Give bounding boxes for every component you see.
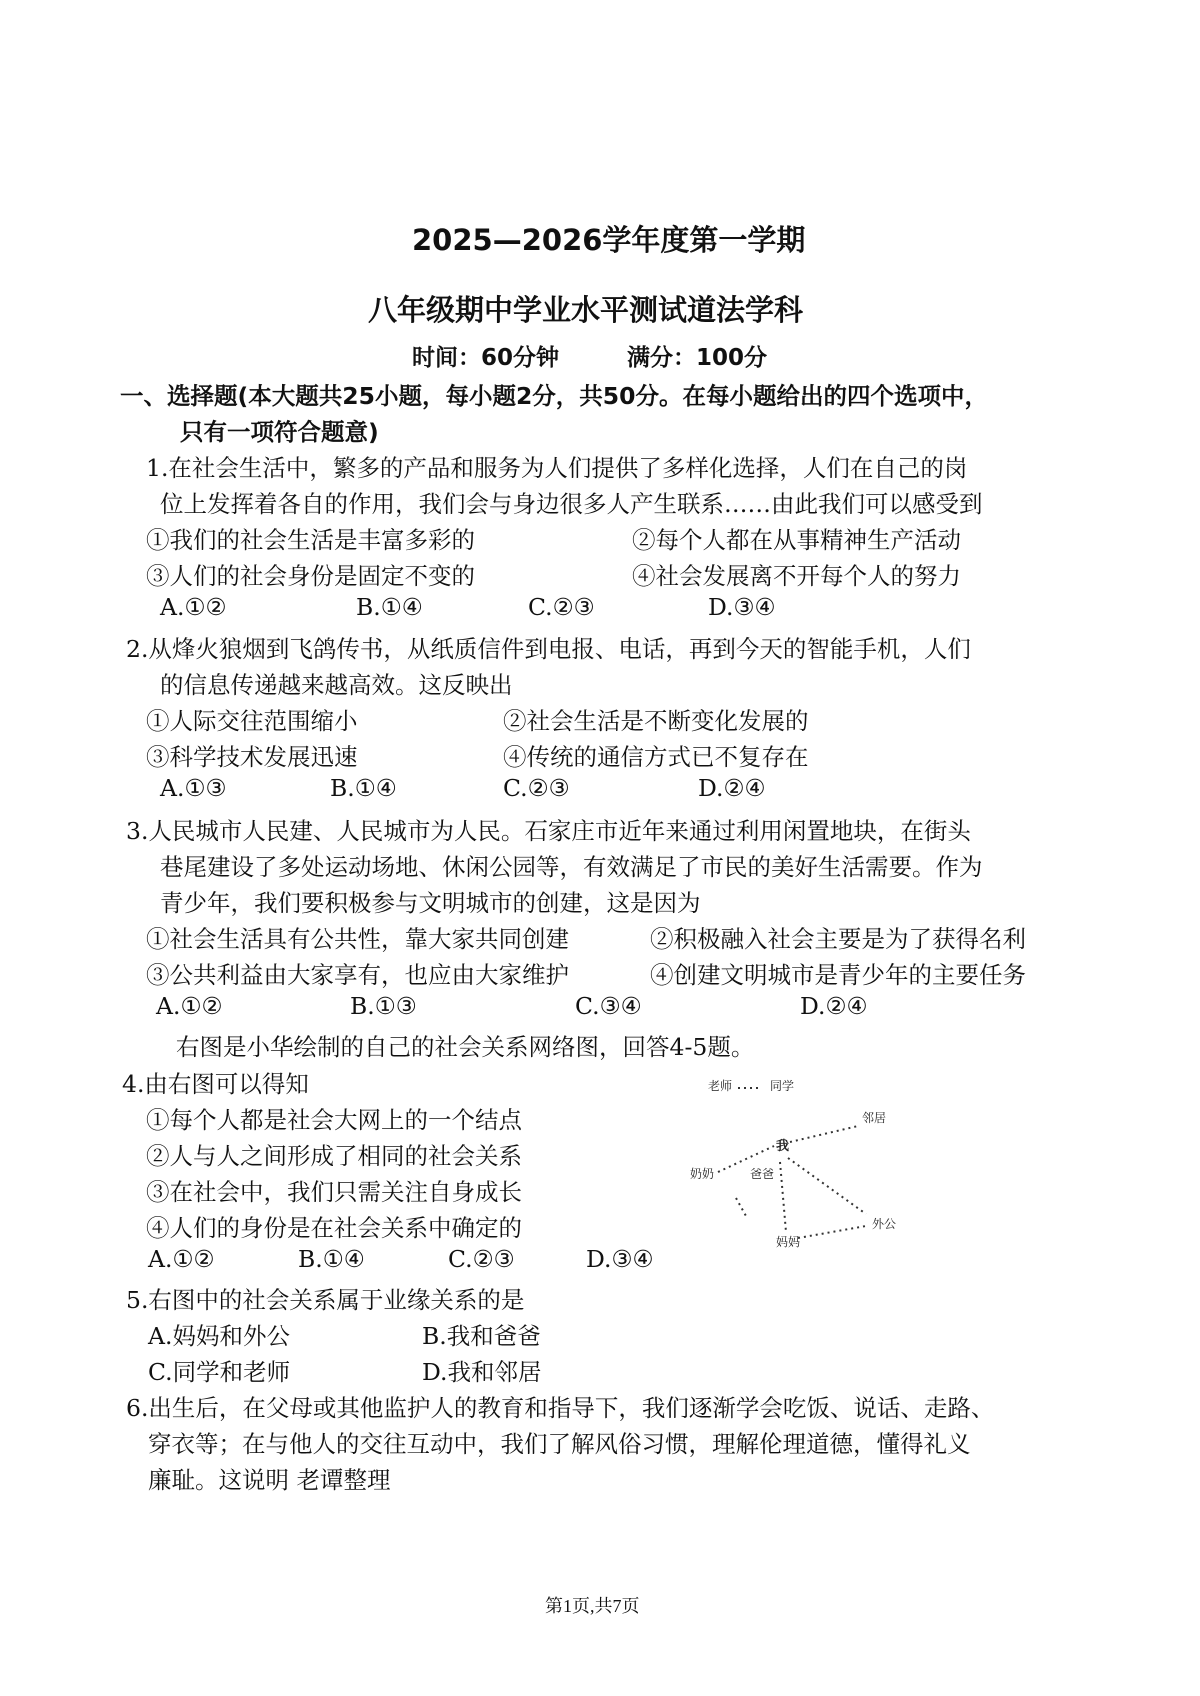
q4-stem: 4.由右图可以得知 [122,1070,309,1098]
q3-stem-line2: 巷尾建设了多处运动场地、休闲公园等，有效满足了市民的美好生活需要。作为 [160,853,983,881]
exam-time: 时间：60分钟 [412,345,560,371]
exam-title-line1: 2025—2026学年度第一学期 [412,223,806,257]
link-me-neighbor [790,1126,858,1142]
q5-option-b[interactable]: B.我和爸爸 [422,1322,541,1350]
q1-stem-line2: 位上发挥着各自的作用，我们会与身边很多人产生联系……由此我们可以感受到 [160,490,983,518]
q1-statement-4: ④社会发展离不开每个人的努力 [632,562,961,590]
section-heading-cont: 只有一项符合题意) [180,418,379,446]
q4-5-intro: 右图是小华绘制的自己的社会关系网络图，回答4-5题。 [176,1033,755,1061]
q2-option-c[interactable]: C.②③ [503,774,570,802]
q1-statement-2: ②每个人都在从事精神生产活动 [632,526,961,554]
q3-statement-4: ④创建文明城市是青少年的主要任务 [650,961,1026,989]
node-me: 我 [776,1139,790,1154]
q3-statement-3: ③公共利益由大家享有，也应由大家维护 [146,961,569,989]
q2-option-a[interactable]: A.①③ [160,774,227,802]
link-me-grandpa [788,1158,866,1214]
q1-option-a[interactable]: A.①② [160,593,227,621]
q2-statement-1: ①人际交往范围缩小 [146,707,358,735]
q3-stem-line1: 3.人民城市人民建、人民城市为人民。石家庄市近年来通过利用闲置地块，在街头 [126,817,971,845]
q6-stem-line1: 6.出生后，在父母或其他监护人的教育和指导下，我们逐渐学会吃饭、说话、走路、 [126,1394,995,1422]
section-heading: 一、选择题(本大题共25小题，每小题2分，共50分。在每小题给出的四个选项中， [120,382,988,410]
q5-option-a[interactable]: A.妈妈和外公 [148,1322,290,1350]
q1-stem-line1: 1.在社会生活中，繁多的产品和服务为人们提供了多样化选择，人们在自己的岗 [146,454,968,482]
q3-option-a[interactable]: A.①② [156,992,223,1020]
q3-option-d[interactable]: D.②④ [800,992,868,1020]
node-grandma: 奶奶 [690,1167,715,1181]
q4-statement-1: ①每个人都是社会大网上的一个结点 [146,1106,522,1134]
q3-option-b[interactable]: B.①③ [350,992,417,1020]
q2-option-b[interactable]: B.①④ [330,774,397,802]
q5-stem: 5.右图中的社会关系属于业缘关系的是 [126,1286,525,1314]
q5-option-c[interactable]: C.同学和老师 [148,1358,291,1386]
q2-statement-2: ②社会生活是不断变化发展的 [503,707,809,735]
q4-option-b[interactable]: B.①④ [298,1245,365,1273]
q4-statement-4: ④人们的身份是在社会关系中确定的 [146,1214,522,1242]
q6-stem-line3: 廉耻。这说明 老谭整理 [148,1466,391,1494]
node-classmate: 同学 [770,1079,795,1093]
q1-statement-1: ①我们的社会生活是丰富多彩的 [146,526,475,554]
node-dad: 爸爸 [750,1167,775,1181]
q1-option-c[interactable]: C.②③ [528,593,595,621]
page-number: 第1页,共7页 [545,1596,640,1616]
node-grandpa: 外公 [872,1217,897,1231]
q4-statement-3: ③在社会中，我们只需关注自身成长 [146,1178,522,1206]
link-dad [736,1198,746,1216]
q1-option-d[interactable]: D.③④ [708,593,776,621]
q3-stem-line3: 青少年，我们要积极参与文明城市的创建，这是因为 [160,889,701,917]
q1-statement-3: ③人们的社会身份是固定不变的 [146,562,475,590]
q4-option-c[interactable]: C.②③ [448,1245,515,1273]
exam-score: 满分：100分 [627,345,768,371]
node-mom: 妈妈 [776,1235,801,1249]
exam-title-line2: 八年级期中学业水平测试道法学科 [368,293,804,327]
q4-statement-2: ②人与人之间形成了相同的社会关系 [146,1142,522,1170]
q4-option-a[interactable]: A.①② [148,1245,215,1273]
link-mom-grandpa [798,1226,866,1238]
node-neighbor: 邻居 [862,1111,887,1125]
q1-option-b[interactable]: B.①④ [356,593,423,621]
q2-stem-line2: 的信息传递越来越高效。这反映出 [160,671,513,699]
node-teacher: 老师 [708,1079,733,1093]
q2-statement-3: ③科学技术发展迅速 [146,743,358,771]
q5-option-d[interactable]: D.我和邻居 [422,1358,542,1386]
q3-statement-1: ①社会生活具有公共性，靠大家共同创建 [146,925,569,953]
q2-option-d[interactable]: D.②④ [698,774,766,802]
q3-option-c[interactable]: C.③④ [575,992,642,1020]
q3-statement-2: ②积极融入社会主要是为了获得名利 [650,925,1026,953]
social-network-diagram [690,1070,990,1250]
q6-stem-line2: 穿衣等；在与他人的交往互动中，我们了解风俗习惯，理解伦理道德，懂得礼义 [148,1430,971,1458]
link-me-mom [780,1162,786,1232]
q2-statement-4: ④传统的通信方式已不复存在 [503,743,809,771]
q4-option-d[interactable]: D.③④ [586,1245,654,1273]
q2-stem-line1: 2.从烽火狼烟到飞鸽传书，从纸质信件到电报、电话，再到今天的智能手机，人们 [126,635,971,663]
